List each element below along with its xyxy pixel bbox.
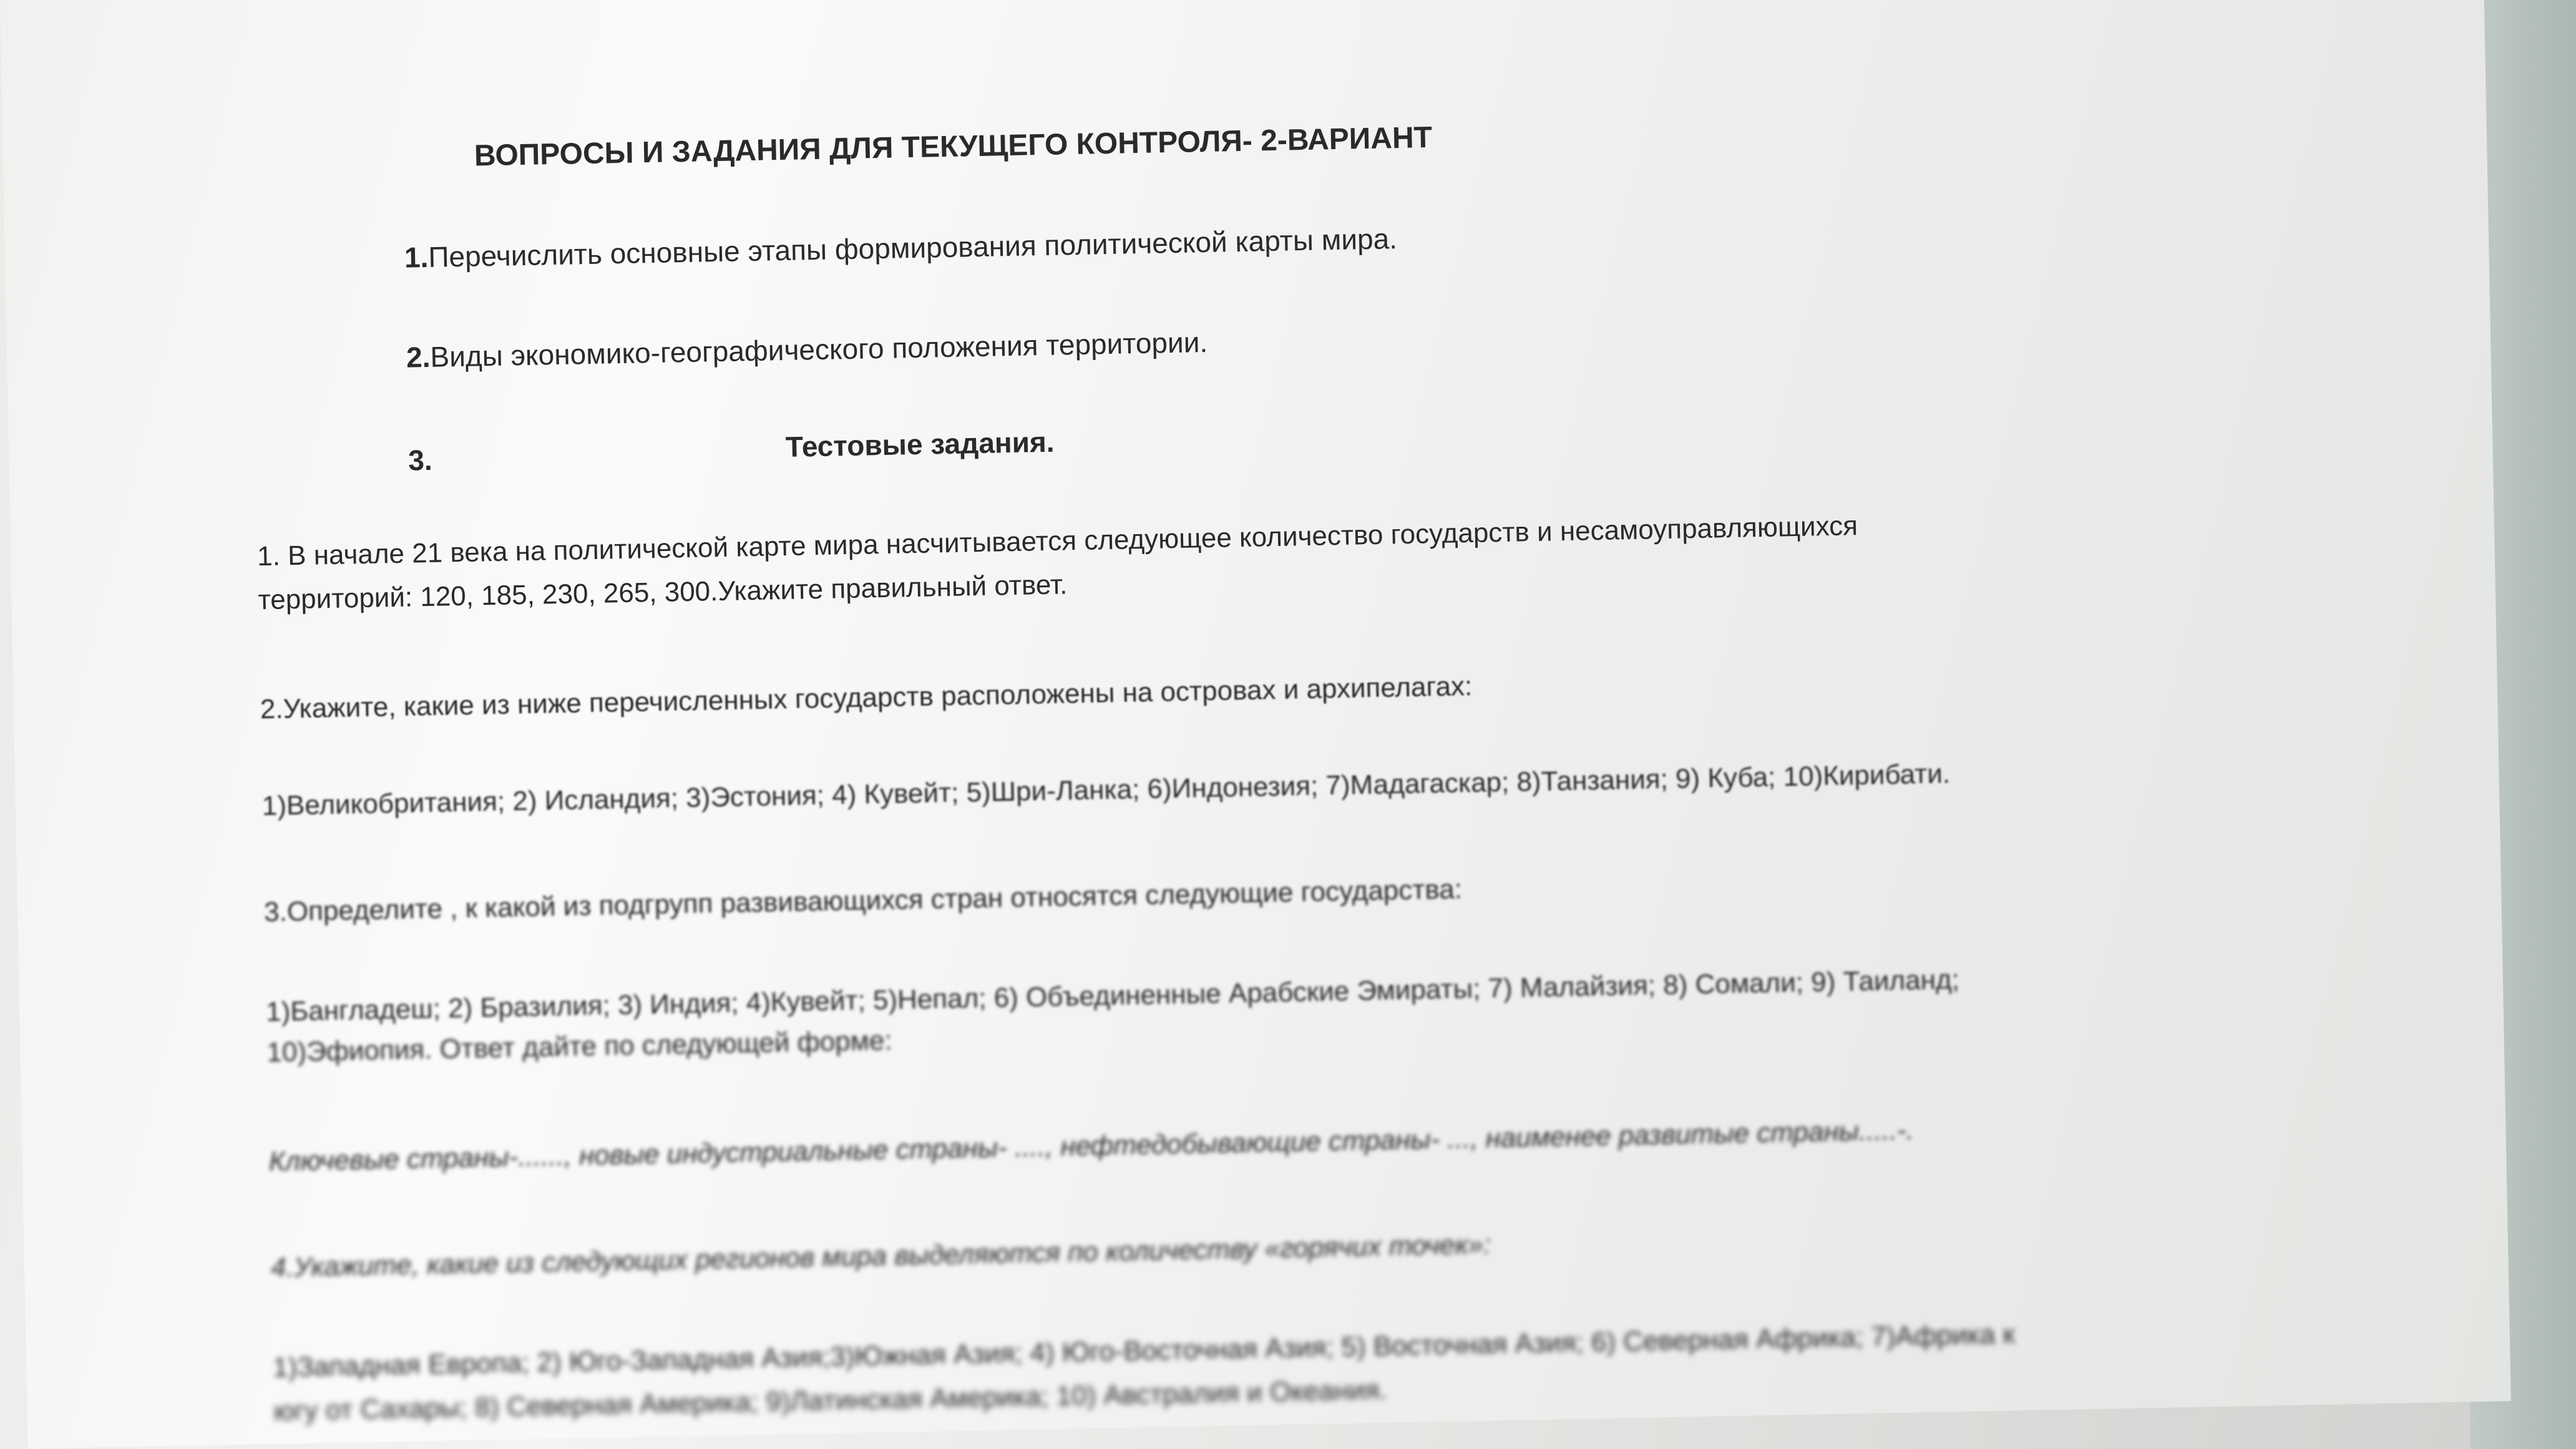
test-3-options-line-2: 10)Эфиопия. Ответ дайте по следующей форме: (266, 1025, 893, 1068)
question-2-text: Виды экономико-географического положения территории. (429, 325, 1208, 373)
test-1-line-2: территорий: 120, 185, 230, 265, 300.Укажите правильный ответ. (258, 569, 1068, 616)
question-3-heading: Тестовые задания. (785, 425, 1055, 463)
test-4-question: 4.Укажите, какие из следующих регионов мира выделяются по количеству «горячих точек»: (270, 1229, 1491, 1284)
test-4-options-line-2: югу от Сахары; 8) Северная Америка; 9)Латинская Америка; 10) Австралия и Океания. (273, 1374, 1388, 1427)
test-1-line-1: 1. В начале 21 века на политической карте мира насчитывается следующее количество государств и несамоуправляющихся (256, 510, 1858, 572)
test-3-question: 3.Определите , к какой из подгрупп развивающихся стран относятся следующие государства: (263, 874, 1463, 928)
question-3-number: 3. (407, 443, 433, 477)
test-4-options-line-1: 1)Западная Европа; 2) Юго-Западная Азия;3)Южная Азия; 4) Юго-Восточная Азия; 5) Восточная Азия; 6) Северная Африка; 7)Африка к (272, 1319, 2016, 1383)
test-3-options-line-1: 1)Бангладеш; 2) Бразилия; 3) Индия; 4)Кувейт; 5)Непал; 6) Объединенные Арабские Эмираты; 7) Малайзия; 8) Сомали; 9) Таиланд; (265, 964, 1960, 1028)
document-title: ВОПРОСЫ И ЗАДАНИЯ ДЛЯ ТЕКУЩЕГО КОНТРОЛЯ- 2-ВАРИАНТ (474, 120, 1433, 173)
question-1-text: Перечислить основные этапы формирования политической карты мира. (427, 222, 1398, 273)
question-1-number: 1. (404, 240, 429, 274)
test-2-options: 1)Великобритания; 2) Исландия; 3)Эстония; 4) Кувейт; 5)Шри-Ланка; 6)Индонезия; 7)Мадагаскар; 8)Танзания; 9) Куба; 10)Кирибати. (261, 758, 1951, 822)
test-3-answer-form: Ключевые страны-......, новые индустриальные страны- ...., нефтедобывающие страны- ..., наименее развитые страны.....-. (268, 1115, 1915, 1178)
test-2-question: 2.Укажите, какие из ниже перечисленных государств расположены на островах и архипелагах: (260, 670, 1473, 725)
question-2-number: 2. (406, 340, 431, 374)
question-1 (404, 220, 1397, 276)
question-2 (406, 323, 1208, 376)
